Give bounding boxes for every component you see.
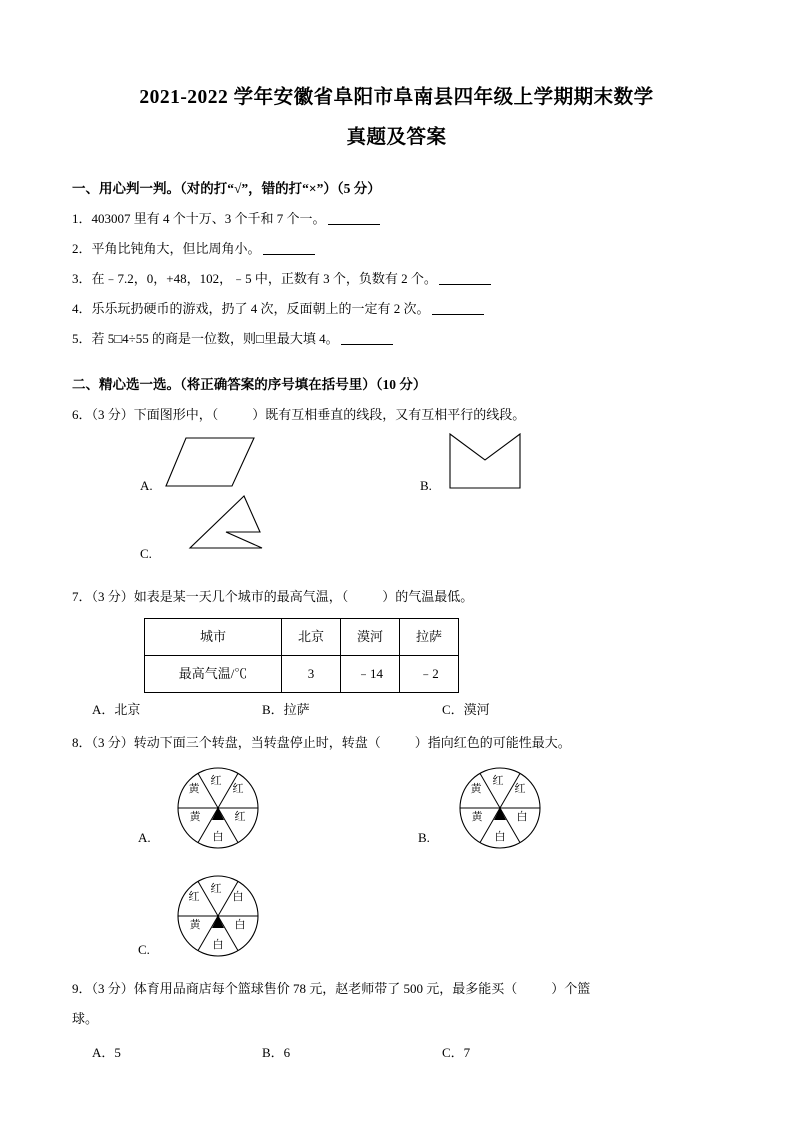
question-text-after: ）个篮 — [551, 981, 591, 996]
svg-text:黄: 黄 — [470, 783, 482, 795]
question-text-before: 体育用品商店每个篮球售价 78 元，赵老师带了 500 元，最多能买（ — [133, 981, 518, 996]
option-a[interactable]: A．北京 — [92, 702, 141, 717]
question-number: 5． — [72, 331, 92, 346]
question-number: 3． — [72, 271, 92, 286]
section-heading-2: 二、精心选一选。（将正确答案的序号填在括号里）（10 分） — [72, 377, 427, 392]
svg-text:白: 白 — [212, 831, 224, 843]
page-title — [72, 78, 721, 158]
option-b-label: B. — [418, 830, 430, 845]
option-a[interactable]: A．5 — [92, 1045, 121, 1060]
answer-blank[interactable] — [263, 241, 315, 255]
answer-blank[interactable] — [341, 331, 393, 345]
table-cell: 拉萨 — [400, 619, 459, 656]
table-row — [145, 656, 459, 693]
title-line-2: 真题及答案 — [346, 127, 447, 148]
question-9-options — [72, 1042, 721, 1061]
question-text-after: ）指向红色的可能性最大。 — [414, 735, 571, 750]
answer-blank[interactable] — [328, 211, 380, 225]
svg-text:红: 红 — [210, 883, 222, 895]
svg-text:白: 白 — [232, 891, 244, 903]
table-row-header — [145, 619, 459, 656]
spinner-a — [168, 758, 268, 858]
option-a-label: A. — [140, 478, 153, 493]
question-number: 2． — [72, 241, 92, 256]
spinner-b — [450, 758, 550, 858]
section-heading-1: 一、用心判一判。（对的打“√”，错的打“×”）（5 分） — [72, 181, 381, 196]
question-number: 7．（3 分） — [72, 589, 134, 604]
table-cell: ﹣2 — [400, 656, 459, 693]
parallelogram-shape — [164, 430, 274, 500]
svg-text:白: 白 — [516, 811, 528, 823]
svg-text:白: 白 — [234, 919, 246, 931]
judge-question-3 — [72, 264, 721, 294]
svg-text:红: 红 — [210, 775, 222, 787]
option-a-label: A. — [138, 830, 151, 845]
choice-question-6 — [72, 400, 721, 430]
judge-question-1 — [72, 204, 721, 234]
question-number: 4． — [72, 301, 92, 316]
question-text-after: ）既有互相垂直的线段，又有互相平行的线段。 — [252, 407, 526, 422]
svg-text:红: 红 — [514, 783, 526, 795]
choice-question-8 — [72, 728, 721, 758]
question-text: 在﹣7.2，0，+48，102，﹣5 中，正数有 3 个，负数有 2 个。 — [91, 271, 437, 286]
arrow-polygon-shape — [164, 492, 294, 570]
temperature-table — [144, 618, 459, 693]
option-b[interactable]: B．拉萨 — [262, 702, 310, 717]
svg-text:黄: 黄 — [189, 919, 201, 931]
question-text: 乐乐玩扔硬币的游戏，扔了 4 次，反面朝上的一定有 2 次。 — [91, 301, 430, 316]
title-line-1: 2021-2022 学年安徽省阜阳市阜南县四年级上学期期末数学 — [139, 87, 654, 108]
table-cell: 北京 — [282, 619, 341, 656]
svg-text:白: 白 — [494, 831, 506, 843]
table-cell: 3 — [282, 656, 341, 693]
option-c[interactable]: C．漠河 — [442, 702, 490, 717]
spinner-c — [168, 866, 268, 966]
svg-text:黄: 黄 — [188, 783, 200, 795]
answer-blank[interactable] — [439, 271, 491, 285]
question-text-before: 如表是某一天几个城市的最高气温，（ — [133, 589, 349, 604]
table-cell: ﹣14 — [341, 656, 400, 693]
svg-text:黄: 黄 — [189, 811, 201, 823]
question-text: 若 5□4÷55 的商是一位数，则□里最大填 4。 — [91, 331, 339, 346]
option-c-label: C. — [138, 942, 150, 957]
choice-question-7 — [72, 582, 721, 612]
question-number: 1． — [72, 211, 92, 226]
question-8-figures — [72, 758, 721, 974]
svg-text:红: 红 — [492, 775, 504, 787]
svg-text:红: 红 — [188, 891, 200, 903]
question-7-options — [72, 699, 721, 718]
svg-text:红: 红 — [234, 811, 246, 823]
question-text: 平角比钝角大，但比周角小。 — [91, 241, 261, 256]
option-c[interactable]: C．7 — [442, 1045, 471, 1060]
svg-text:红: 红 — [232, 783, 244, 795]
table-cell: 最高气温/℃ — [145, 656, 282, 693]
judge-question-4 — [72, 294, 721, 324]
question-number: 8．（3 分） — [72, 735, 134, 750]
concave-quadrilateral-shape — [444, 430, 564, 500]
svg-text:白: 白 — [212, 939, 224, 951]
answer-blank[interactable] — [432, 301, 484, 315]
option-b-label: B. — [420, 478, 432, 493]
table-cell: 漠河 — [341, 619, 400, 656]
question-6-figures — [72, 430, 721, 582]
question-text-before: 下面图形中，（ — [133, 407, 219, 422]
question-text-before: 转动下面三个转盘，当转盘停止时，转盘（ — [133, 735, 381, 750]
table-cell: 城市 — [145, 619, 282, 656]
option-c-label: C. — [140, 546, 152, 561]
svg-text:黄: 黄 — [471, 811, 483, 823]
judge-question-5 — [72, 324, 721, 354]
question-number: 9．（3 分） — [72, 981, 134, 996]
judge-question-2 — [72, 234, 721, 264]
question-text: 403007 里有 4 个十万、3 个千和 7 个一。 — [91, 211, 326, 226]
choice-question-9-line2: 球。 — [72, 1011, 99, 1026]
question-number: 6．（3 分） — [72, 407, 134, 422]
question-text-after: ）的气温最低。 — [382, 589, 474, 604]
choice-question-9 — [72, 974, 721, 1004]
option-b[interactable]: B．6 — [262, 1045, 291, 1060]
